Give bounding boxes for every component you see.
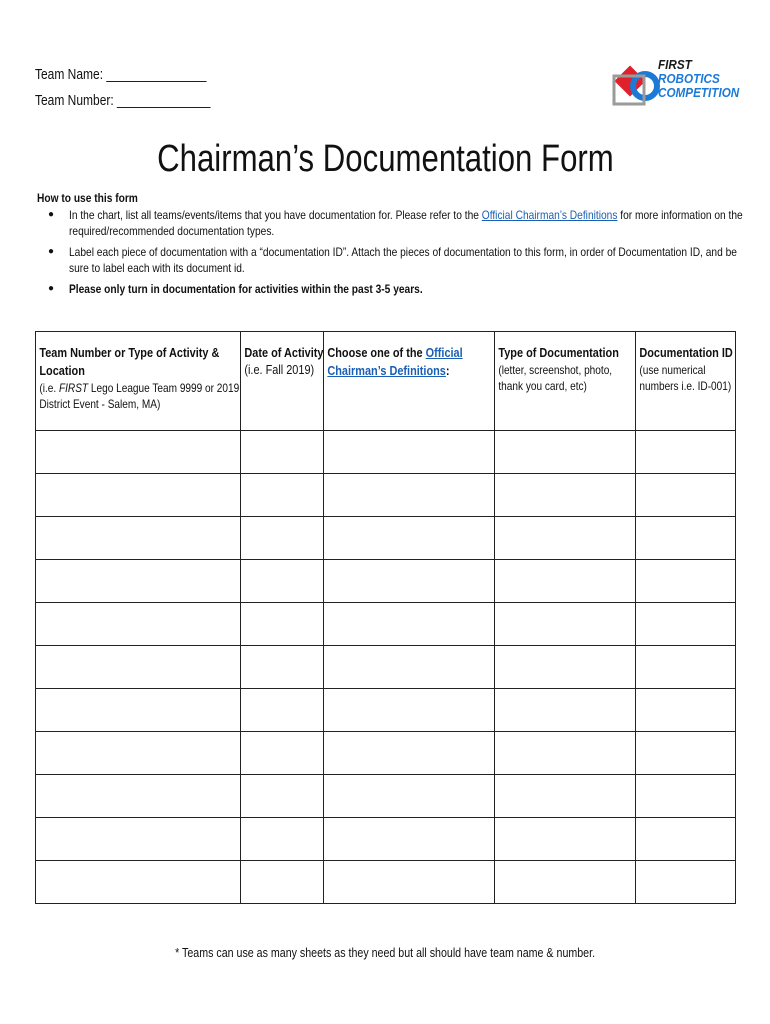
type-cell[interactable] — [495, 560, 636, 603]
date-cell[interactable] — [241, 431, 324, 474]
id-cell[interactable] — [636, 560, 736, 603]
activity-cell[interactable] — [36, 517, 241, 560]
definition-cell[interactable] — [324, 517, 495, 560]
type-cell[interactable] — [495, 818, 636, 861]
official-definitions-link[interactable]: Official Chairman’s Definitions — [327, 345, 463, 378]
definition-cell[interactable] — [324, 603, 495, 646]
date-cell[interactable] — [241, 474, 324, 517]
id-cell[interactable] — [636, 646, 736, 689]
table-row — [36, 517, 736, 560]
type-cell[interactable] — [495, 775, 636, 818]
team-info — [35, 62, 254, 114]
col-definition-header: Choose one of the Official Chairman’s Definitions: — [324, 332, 495, 431]
date-cell[interactable] — [241, 689, 324, 732]
col-id-header: Documentation ID (use numerical numbers i.e. ID-001) — [636, 332, 736, 431]
definition-cell[interactable] — [324, 431, 495, 474]
id-cell[interactable] — [636, 603, 736, 646]
team-name-field[interactable]: Team Name: _______________ — [35, 66, 207, 83]
type-cell[interactable] — [495, 517, 636, 560]
date-cell[interactable] — [241, 517, 324, 560]
frc-logo-icon — [612, 56, 660, 110]
instruction-item: ● Please only turn in documentation for activities within the past 3-5 years. — [48, 282, 423, 296]
id-cell[interactable] — [636, 689, 736, 732]
table-row — [36, 818, 736, 861]
definition-cell[interactable] — [324, 732, 495, 775]
type-cell[interactable] — [495, 732, 636, 775]
table-row — [36, 431, 736, 474]
type-cell[interactable] — [495, 603, 636, 646]
logo-competition-text: COMPETITION — [658, 85, 740, 100]
instruction-item: ● In the chart, list all teams/events/items that you have documentation for. Please refer to the Official Chairman’s Definitions for more information on the required/recommended documentation types. — [48, 208, 743, 238]
id-cell[interactable] — [636, 474, 736, 517]
table-row — [36, 732, 736, 775]
date-cell[interactable] — [241, 603, 324, 646]
id-cell[interactable] — [636, 732, 736, 775]
activity-cell[interactable] — [36, 560, 241, 603]
id-cell[interactable] — [636, 431, 736, 474]
date-cell[interactable] — [241, 818, 324, 861]
table-header-row — [36, 332, 736, 431]
id-cell[interactable] — [636, 861, 736, 904]
page-title: Chairman’s Documentation Form — [156, 138, 614, 180]
type-cell[interactable] — [495, 431, 636, 474]
table-row — [36, 474, 736, 517]
table-row — [36, 689, 736, 732]
date-cell[interactable] — [241, 560, 324, 603]
table-row — [36, 861, 736, 904]
documentation-table — [35, 331, 736, 904]
table-row — [36, 646, 736, 689]
footnote: * Teams can use as many sheets as they need but all should have team name & number. — [175, 945, 595, 960]
date-cell[interactable] — [241, 775, 324, 818]
date-cell[interactable] — [241, 646, 324, 689]
table-row — [36, 560, 736, 603]
activity-cell[interactable] — [36, 474, 241, 517]
logo-robotics-text: ROBOTICS — [658, 71, 720, 86]
id-cell[interactable] — [636, 818, 736, 861]
type-cell[interactable] — [495, 689, 636, 732]
table-row — [36, 775, 736, 818]
bullet-icon: ● — [48, 283, 55, 294]
table-row — [36, 603, 736, 646]
definition-cell[interactable] — [324, 818, 495, 861]
definition-cell[interactable] — [324, 474, 495, 517]
col-activity-header: Team Number or Type of Activity & Location (i.e. FIRST Lego League Team 9999 or 2019 District Event - Salem, MA) — [36, 332, 241, 431]
instructions — [37, 191, 743, 302]
definition-cell[interactable] — [324, 775, 495, 818]
definition-cell[interactable] — [324, 861, 495, 904]
activity-cell[interactable] — [36, 732, 241, 775]
definition-cell[interactable] — [324, 689, 495, 732]
instructions-heading: How to use this form — [37, 191, 138, 205]
date-cell[interactable] — [241, 732, 324, 775]
team-number-field[interactable]: Team Number: ______________ — [35, 92, 211, 109]
activity-cell[interactable] — [36, 646, 241, 689]
date-cell[interactable] — [241, 861, 324, 904]
logo-first-text: FIRST — [658, 57, 692, 72]
first-robotics-logo — [612, 56, 742, 114]
bullet-icon: ● — [48, 209, 55, 220]
official-definitions-link[interactable]: Official Chairman’s Definitions — [481, 208, 618, 222]
col-type-header: Type of Documentation (letter, screenshot, photo, thank you card, etc) — [495, 332, 636, 431]
col-date-header: Date of Activity (i.e. Fall 2019) — [241, 332, 324, 431]
bullet-icon: ● — [48, 246, 55, 257]
activity-cell[interactable] — [36, 689, 241, 732]
instruction-item: ● Label each piece of documentation with a “documentation ID”. Attach the pieces of documentation to this form, in order of Documentation ID, and be sure to label each with its document id. — [48, 245, 737, 275]
activity-cell[interactable] — [36, 818, 241, 861]
id-cell[interactable] — [636, 517, 736, 560]
activity-cell[interactable] — [36, 603, 241, 646]
definition-cell[interactable] — [324, 560, 495, 603]
id-cell[interactable] — [636, 775, 736, 818]
definition-cell[interactable] — [324, 646, 495, 689]
type-cell[interactable] — [495, 474, 636, 517]
activity-cell[interactable] — [36, 775, 241, 818]
type-cell[interactable] — [495, 861, 636, 904]
activity-cell[interactable] — [36, 861, 241, 904]
activity-cell[interactable] — [36, 431, 241, 474]
type-cell[interactable] — [495, 646, 636, 689]
